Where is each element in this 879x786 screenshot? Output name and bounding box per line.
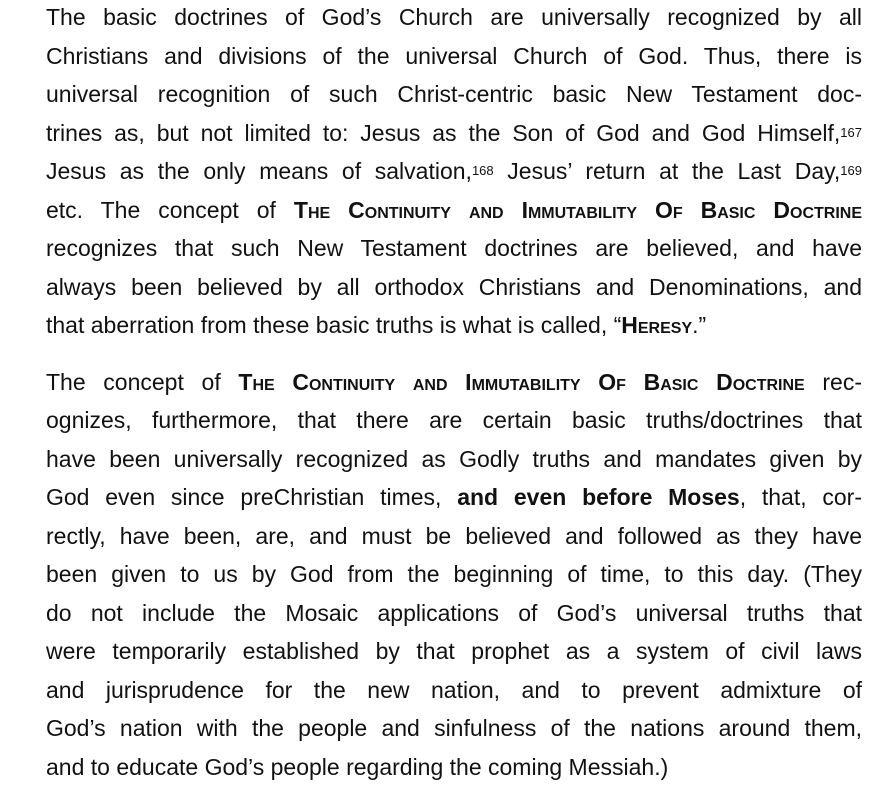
text-line: The basic doctrines of God’s Church are universally recognized by all — [46, 4, 862, 30]
text-line: and jurisprudence for the new nation, and to prevent admixture of — [46, 676, 862, 703]
text-line — [46, 114, 862, 153]
text-line — [46, 191, 862, 230]
text-line: always been believed by all orthodox Christians and Denominations, and — [46, 273, 862, 300]
paragraph-2 — [46, 363, 862, 786]
paragraph-gap — [46, 345, 862, 363]
heresy-term: Heresy — [621, 312, 693, 338]
line-text: etc. The concept of — [46, 196, 294, 223]
emphasis-text: and even before Moses — [457, 484, 740, 510]
paragraph-1 — [46, 0, 862, 345]
document-page — [46, 0, 862, 786]
line-text: .” — [692, 312, 707, 338]
text-line: ognizes, furthermore, that there are certain basic truths/doctrines that — [46, 407, 862, 433]
text-line: have been universally recognized as Godly truths and mandates given by — [46, 445, 862, 472]
line-text: God even since preChristian times, — [46, 484, 458, 510]
text-line: rectly, have been, are, and must be believed and followed as they have — [46, 522, 862, 549]
footnote-ref-169[interactable]: 169 — [840, 163, 862, 178]
footnote-ref-167[interactable]: 167 — [840, 124, 862, 140]
text-line: Christians and divisions of the universal Church of God. Thus, there is — [46, 42, 862, 69]
text-line: been given to us by God from the beginning of time, to this day. (They — [46, 561, 862, 587]
text-line: were temporarily established by that prophet as a system of civil laws — [46, 638, 862, 664]
concept-term: The Continuity and Immutability Of Basic Doctrine — [238, 368, 805, 395]
line-text: trines as, but not limited to: Jesus as the Son of God and God Himself, — [46, 119, 841, 146]
line-text: , that, cor- — [739, 484, 863, 510]
line-text: Jesus’ return at the Last Day, — [493, 158, 841, 184]
text-line: and to educate God’s people regarding the coming Messiah.) — [46, 753, 669, 780]
line-text: rec- — [804, 368, 863, 395]
text-line — [46, 152, 862, 191]
concept-term: The Continuity and Immutability Of Basic Doctrine — [293, 196, 862, 223]
footnote-ref-168[interactable]: 168 — [471, 163, 494, 178]
text-line: recognizes that such New Testament doctrines are believed, and have — [46, 235, 862, 261]
text-line: universal recognition of such Christ-centric basic New Testament doc- — [46, 81, 862, 107]
line-text: that aberration from these basic truths is what is called, “ — [46, 312, 622, 338]
text-line — [46, 306, 862, 345]
text-line — [46, 363, 862, 402]
text-line: God’s nation with the people and sinfulness of the nations around them, — [46, 715, 862, 741]
line-text: Jesus as the only means of salvation, — [46, 158, 472, 184]
text-line: do not include the Mosaic applications of God’s universal truths that — [46, 599, 862, 626]
line-text: The concept of — [46, 368, 239, 395]
text-line — [46, 478, 862, 517]
